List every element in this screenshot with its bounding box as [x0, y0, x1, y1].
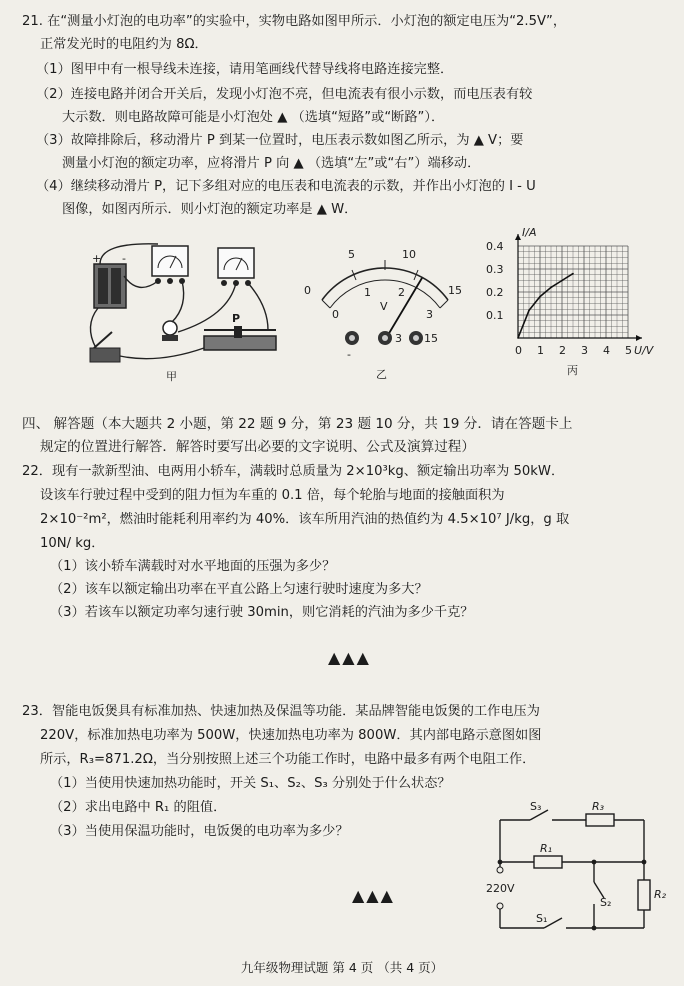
circuit-label-s1: S₁	[536, 912, 548, 925]
dial-label-0: 0	[332, 308, 339, 321]
iu-point	[539, 296, 541, 298]
q21-part-2b: 大示数．则电路故障可能是小灯泡处 ▲ （选填“短路”或“断路”）．	[62, 110, 445, 125]
circuit-label-r3: R₃	[592, 800, 605, 813]
dial-unit: V	[380, 300, 388, 313]
iu-point	[561, 280, 563, 282]
y-tick-label: 0.2	[486, 286, 504, 299]
iu-point	[528, 310, 530, 312]
circuit-label-voltage: 220V	[486, 882, 515, 895]
q21-part-1: （1）图甲中有一根导线未连接，请用笔画线代替导线将电路连接完整．	[36, 62, 454, 77]
figure-yi-caption: 乙	[376, 368, 387, 381]
circuit-label-r1: R₁	[540, 842, 553, 855]
y-tick-label: 0.3	[486, 263, 504, 276]
svg-text:+: +	[92, 252, 102, 265]
dial-label-2: 2	[398, 286, 405, 299]
rheostat-icon	[204, 336, 276, 350]
q21-part-2a: （2）连接电路并闭合开关后，发现小灯泡不亮，但电流表有很小示数，而电压表有较	[36, 87, 533, 102]
q22-sub-3: （3）若该车以额定功率匀速行驶 30min，则它消耗的汽油为多少千克？	[50, 605, 474, 620]
section-4-line-1: 四、 解答题（本大题共 2 小题，第 22 题 9 分，第 23 题 10 分，共 19 分．请在答题卡上	[22, 416, 573, 432]
terminal-minus: -	[347, 348, 351, 361]
q22-line-2: 设该车行驶过程中受到的阻力恒为车重的 0.1 倍，每个轮胎与地面的接触面积为	[40, 488, 505, 503]
q23-sub-2: （2）求出电路中 R₁ 的阻值．	[50, 800, 227, 815]
q21-part-3a: （3）故障排除后，移动滑片 P 到某一位置时，电压表示数如图乙所示，为 ▲ V；要	[36, 133, 524, 148]
terminal-3: 3	[395, 332, 402, 345]
ammeter-icon	[152, 246, 188, 276]
q23-answer-mark: ▲▲▲	[352, 886, 395, 905]
q21-line-2: 正常发光时的电阻约为 8Ω．	[40, 37, 208, 52]
x-tick-label: 3	[581, 344, 588, 357]
dial-label-15: 15	[448, 284, 462, 297]
q21-part-4a: （4）继续移动滑片 P，记下多组对应的电压表和电流表的示数，并作出小灯泡的 I - U	[36, 179, 536, 194]
y-axis-arrow	[515, 234, 521, 240]
dial-label-3: 3	[426, 308, 433, 321]
q23-line-2: 220V，标准加热电功率为 500W，快速加热电功率为 800W．其内部电路示意图如图	[40, 728, 542, 743]
q23-sub-1: （1）当使用快速加热功能时，开关 S₁、S₂、S₃ 分别处于什么状态？	[50, 776, 451, 791]
q22-line-1: 22．现有一款新型油、电两用小轿车，满载时总质量为 2×10³kg、额定输出功率为 50kW．	[22, 464, 565, 479]
figure-jia-caption: 甲	[166, 370, 177, 383]
lamp-icon	[163, 321, 177, 335]
voltmeter-icon	[218, 248, 254, 278]
x-tick-label: 4	[603, 344, 610, 357]
y-tick-label: 0.4	[486, 240, 504, 253]
x-tick-label: 0	[515, 344, 522, 357]
iu-point	[550, 287, 552, 289]
dial-label-1: 1	[364, 286, 371, 299]
figure-rice-cooker-circuit	[486, 798, 676, 938]
q21-part-3b: 测量小灯泡的额定功率，应将滑片 P 向 ▲ （选填“左”或“右”）端移动．	[62, 156, 481, 171]
figure-yi-voltmeter	[300, 238, 470, 386]
x-tick-label: 1	[537, 344, 544, 357]
q22-sub-1: （1）该小轿车满载时对水平地面的压强为多少？	[50, 559, 336, 574]
figure-jia-circuit	[78, 236, 304, 386]
x-tick-label: 2	[559, 344, 566, 357]
q23-line-3: 所示，R₃=871.2Ω，当分别按照上述三个功能工作时，电路中最多有两个电阻工作．	[40, 752, 536, 767]
q23-line-1: 23．智能电饭煲具有标准加热、快速加热及保温等功能．某品牌智能电饭煲的工作电压为	[22, 704, 540, 719]
dial-label-0-outer: 0	[304, 284, 311, 297]
dial-label-10: 10	[402, 248, 416, 261]
dial-label-5: 5	[348, 248, 355, 261]
q22-line-4: 10N/ kg．	[40, 536, 105, 551]
iu-point	[517, 337, 519, 339]
circuit-label-r2: R₂	[654, 888, 667, 901]
figure-bing-chart	[484, 226, 660, 380]
figure-bing-caption: 丙	[567, 364, 578, 377]
switch-icon	[90, 348, 120, 362]
terminal-15: 15	[424, 332, 438, 345]
q22-answer-mark: ▲▲▲	[328, 648, 371, 667]
svg-text:-: -	[122, 252, 126, 265]
x-tick-label: 5	[625, 344, 632, 357]
q21-part-4b: 图像，如图丙所示．则小灯泡的额定功率是 ▲ W．	[62, 202, 358, 217]
circuit-label-s3: S₃	[530, 800, 542, 813]
page-footer: 九年级物理试题 第 4 页 （共 4 页）	[240, 960, 444, 975]
y-tick-label: 0.1	[486, 309, 504, 322]
q21-line-1: 21. 在“测量小灯泡的电功率”的实验中，实物电路如图甲所示．小灯泡的额定电压为“2.5V”，	[22, 14, 567, 29]
circuit-label-s2: S₂	[600, 896, 612, 909]
q22-line-3: 2×10⁻²m²，燃油时能耗利用率约为 40%．该车所用汽油的热值约为 4.5×10⁷ J/kg，g 取	[40, 512, 570, 527]
x-axis-arrow	[636, 335, 642, 341]
q23-sub-3: （3）当使用保温功能时，电饭煲的电功率为多少？	[50, 824, 349, 839]
iu-point	[572, 273, 574, 275]
x-axis-label: U/V	[634, 344, 654, 357]
q22-sub-2: （2）该车以额定输出功率在平直公路上匀速行驶时速度为多大？	[50, 582, 428, 597]
section-4-line-2: 规定的位置进行解答．解答时要写出必要的文字说明、公式及演算过程）	[40, 439, 475, 455]
slider-label: P	[232, 312, 241, 325]
y-axis-label: I/A	[522, 226, 537, 239]
